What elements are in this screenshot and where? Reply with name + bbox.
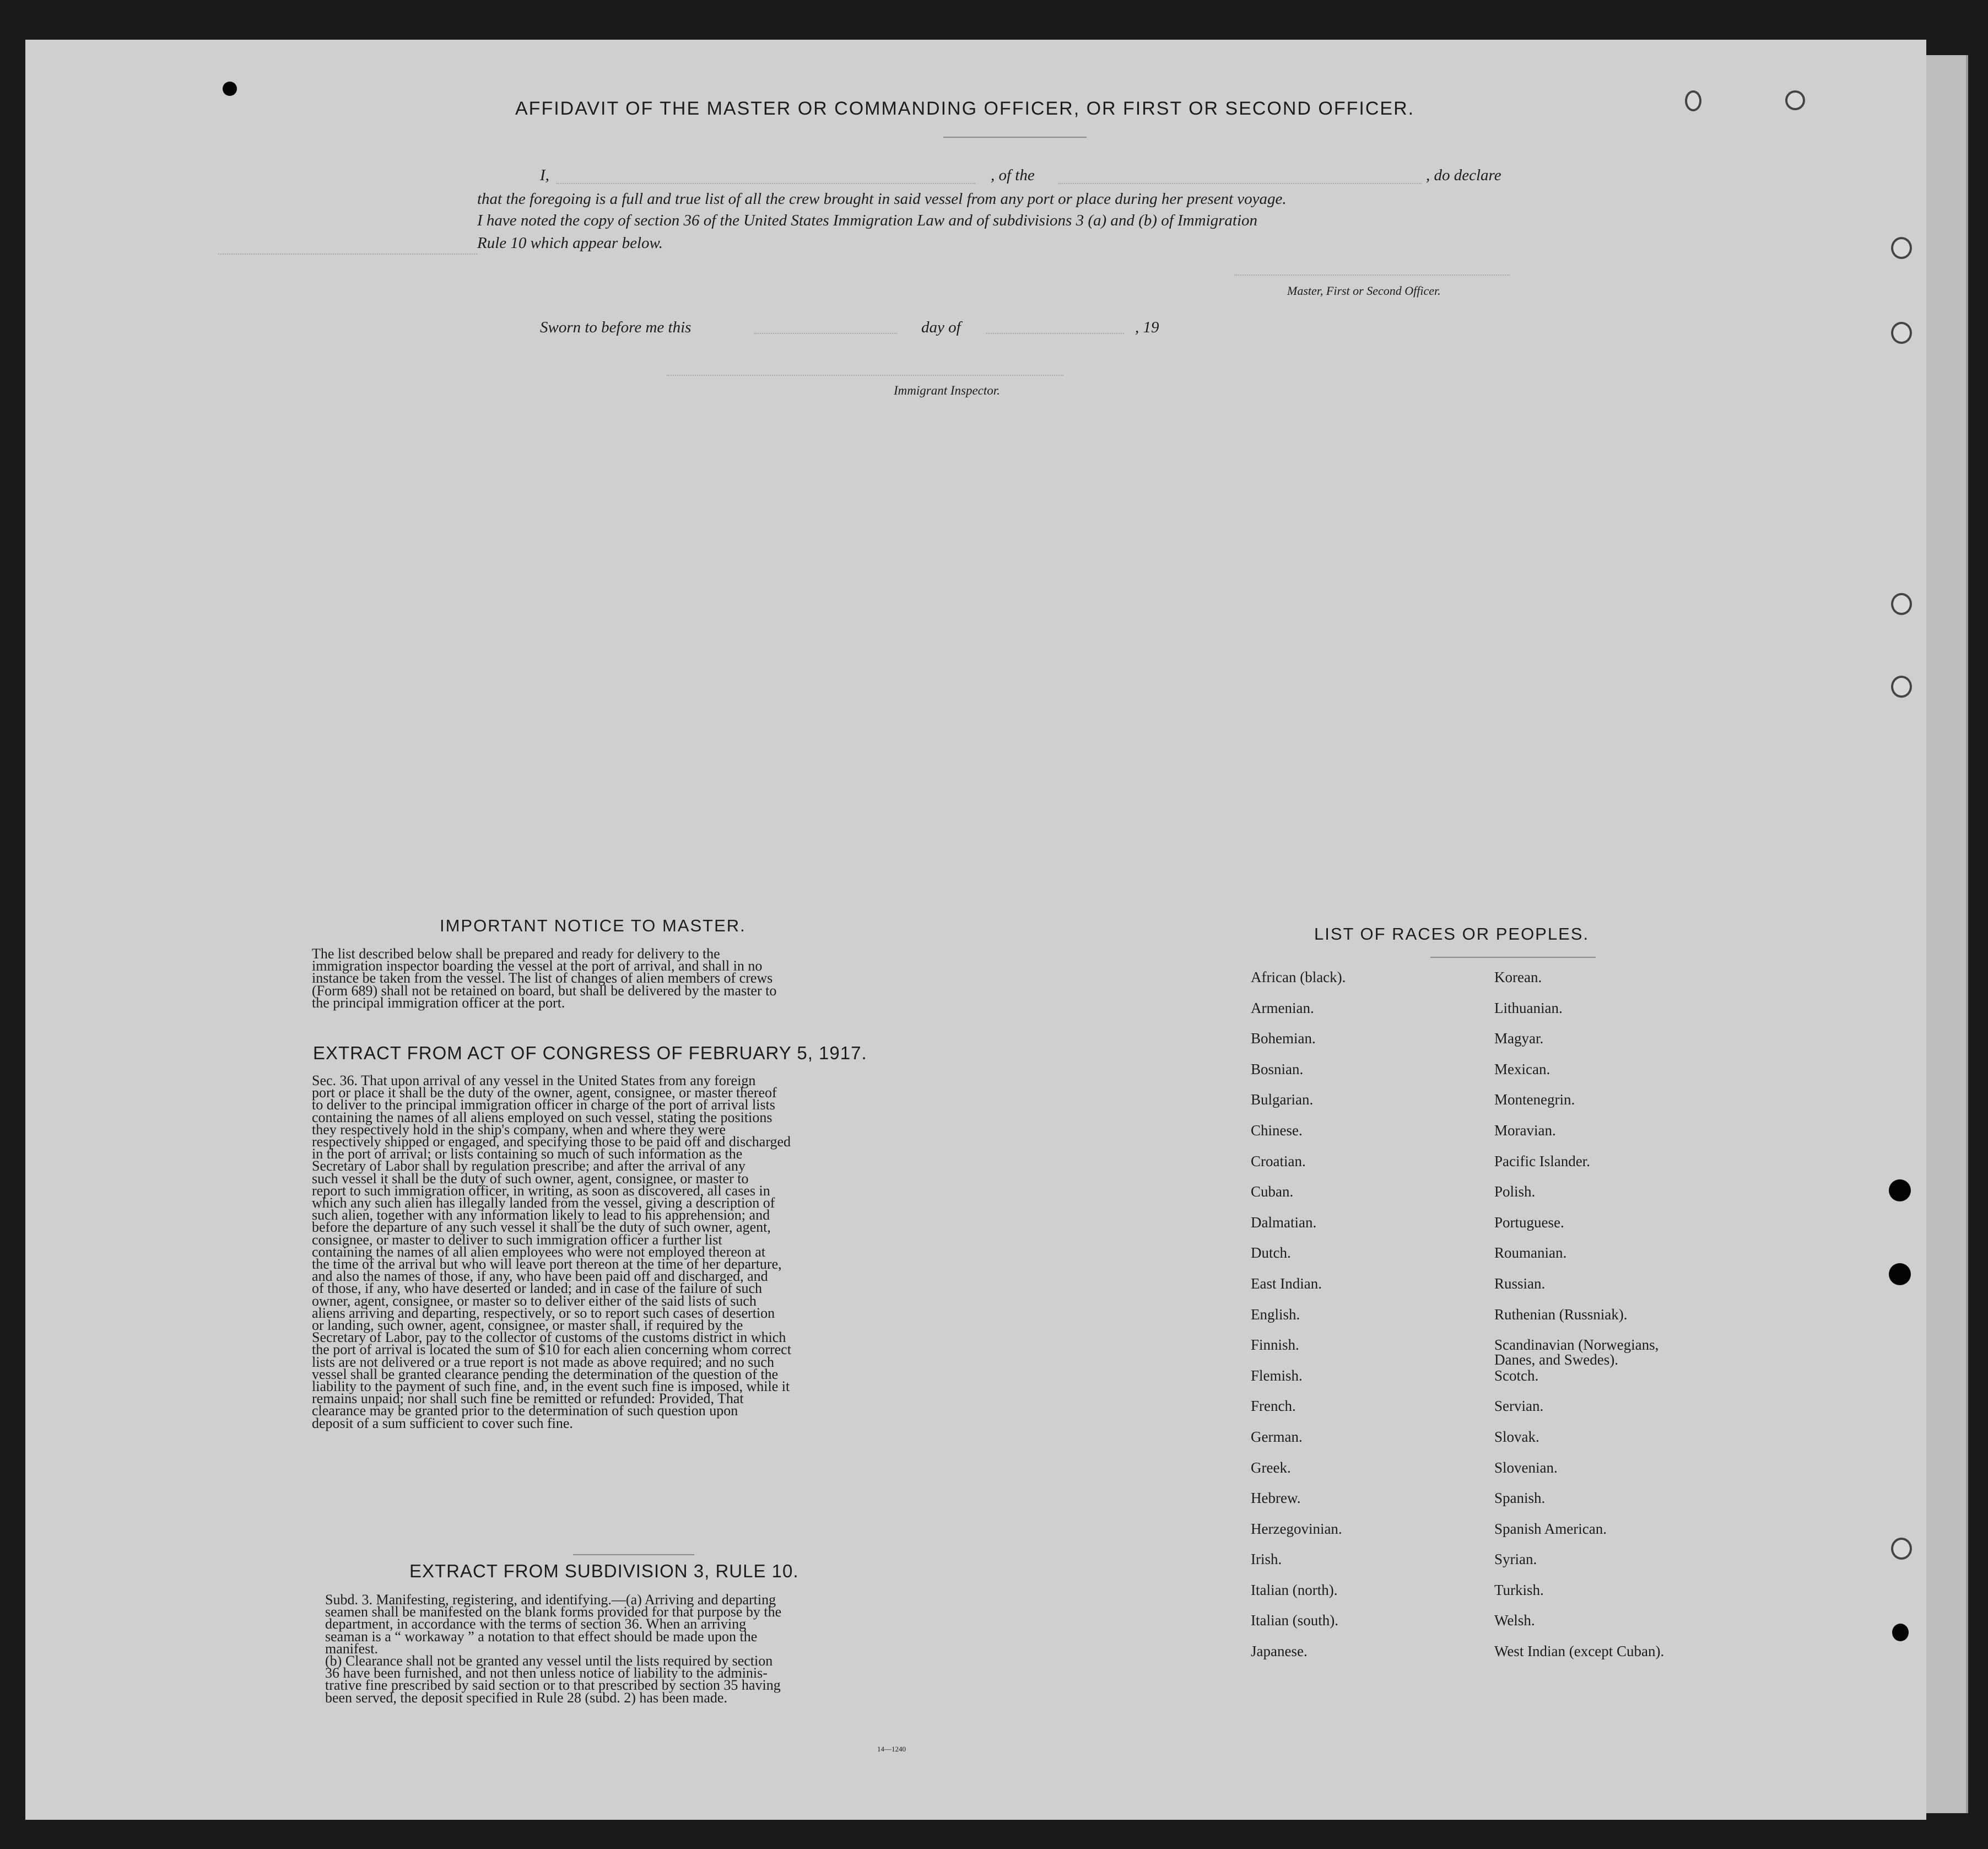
punch-hole (1785, 90, 1805, 110)
punch-hole (1891, 322, 1912, 344)
race-item: Moravian. (1494, 1122, 1556, 1139)
vessel-blank[interactable] (1058, 183, 1422, 184)
race-item: Montenegrin. (1494, 1091, 1575, 1108)
affidavit-line-3: I have noted the copy of section 36 of the United States Immigration Law and of subdivisions 3 (a) and (b) of Immigration (477, 212, 1258, 229)
race-item: Bohemian. (1251, 1030, 1316, 1047)
race-item: Flemish. (1251, 1367, 1303, 1384)
races-title: LIST OF RACES OR PEOPLES. (1314, 924, 1590, 944)
punch-hole (1891, 676, 1912, 698)
year-text: , 19 (1135, 319, 1159, 336)
punch-hole (1891, 1538, 1912, 1560)
race-item: Spanish American. (1494, 1520, 1607, 1537)
race-item: Korean. (1494, 969, 1542, 985)
faint-line (218, 254, 477, 255)
race-item: Japanese. (1251, 1643, 1308, 1660)
month-blank[interactable] (986, 333, 1124, 334)
race-item: Dalmatian. (1251, 1214, 1317, 1231)
punch-hole (1891, 593, 1912, 615)
title-divider (943, 137, 1087, 138)
race-item: Cuban. (1251, 1183, 1294, 1200)
ink-spot (223, 82, 237, 96)
officer-caption: Master, First or Second Officer. (1287, 284, 1441, 298)
race-item: Welsh. (1494, 1612, 1535, 1629)
race-item: Servian. (1494, 1398, 1544, 1415)
punch-hole (1889, 1179, 1911, 1201)
officer-signature-blank[interactable] (1234, 274, 1510, 276)
punch-hole (1892, 1624, 1909, 1641)
race-item: Irish. (1251, 1551, 1282, 1568)
race-item: Herzegovinian. (1251, 1520, 1342, 1537)
race-item: Croatian. (1251, 1152, 1306, 1169)
race-item: East Indian. (1251, 1275, 1322, 1292)
race-item: Polish. (1494, 1183, 1536, 1200)
act-extract-body: Sec. 36. That upon arrival of any vessel in the United States from any foreign port or place it shall be the duty of the owner, agent, consignee, or master thereof to deliver to the principal immigration officer in charge of the port of arrival lists containing the names of all aliens employed on such vessel, stating the positions they respectively hold in the ship's company, when and where they were respectively shipped or engaged, and specifying those to be paid off and discharged in the port of arrival; or lists containing so much of such information as the Secretary of Labor shall by regulation prescribe; and after the arrival of any such vessel it shall be the duty of such owner, agent, consignee, or master to report to such immigration officer, in writing, as soon as discovered, all cases in which any such alien has illegally landed from the vessel, giving a description of such alien, together with any information likely to lead to his apprehension; and before the departure of any such vessel it shall be the duty of such owner, agent, consignee, or master to deliver to such immigration officer a further list containing the names of all alien employees who were not employed thereon at the time of the arrival but who will leave port thereon at the time of her departure, and also the names of those, if any, who have been paid off and discharged, and of those, if any, who have deserted or landed; and in case of the failure of such owner, agent, consignee, or master so to deliver either of the said lists of such aliens arriving and departing, respectively, or so to report such cases of desertion or landing, such owner, agent, consignee, or master shall, if required by the Secretary of Labor, pay to the collector of customs of the customs district in which the port of arrival is located the sum of $10 for each alien concerning whom correct lists are not delivered or a true report is not made as above required; and no such vessel shall be granted clearance pending the determination of the question of the liability to the payment of such fine, and, in the event such fine is imposed, while it remains unpaid; nor shall such fine be remitted or refunded: Provided, That clearance may be granted prior to the determination of such question upon deposit of a sum sufficient to cover such fine. (312, 1072, 791, 1431)
race-item: Armenian. (1251, 999, 1314, 1016)
punch-hole (1685, 90, 1701, 111)
day-blank[interactable] (754, 333, 897, 334)
section-divider (573, 1554, 694, 1555)
race-item: Spanish. (1494, 1490, 1546, 1507)
notice-title: IMPORTANT NOTICE TO MASTER. (440, 916, 746, 935)
punch-hole (1889, 1263, 1911, 1285)
race-item: West Indian (except Cuban). (1494, 1643, 1665, 1660)
form-number: 14—1240 (877, 1745, 906, 1753)
race-item: Italian (north). (1251, 1581, 1338, 1598)
race-item: Finnish. (1251, 1336, 1299, 1354)
race-item: Mexican. (1494, 1060, 1551, 1077)
race-item: Dutch. (1251, 1244, 1291, 1262)
act-extract-title: EXTRACT FROM ACT OF CONGRESS OF FEBRUARY 5, 1917. (313, 1043, 867, 1063)
race-item: African (black). (1251, 969, 1346, 985)
race-item: Slovenian. (1494, 1459, 1558, 1476)
race-item: Slovak. (1494, 1428, 1539, 1445)
race-item: Ruthenian (Russniak). (1494, 1306, 1628, 1323)
affidavit-do-declare: , do declare (1426, 166, 1501, 184)
race-item: Scandinavian (Norwegians, Danes, and Swedes). (1494, 1336, 1659, 1368)
race-item: English. (1251, 1306, 1300, 1323)
day-of-text: day of (921, 319, 961, 336)
inspector-caption: Immigrant Inspector. (894, 384, 1000, 397)
race-item: Hebrew. (1251, 1490, 1301, 1507)
race-item: Bosnian. (1251, 1060, 1304, 1077)
affidavit-of-the: , of the (991, 166, 1035, 184)
affidavit-title: AFFIDAVIT OF THE MASTER OR COMMANDING OFFICER, OR FIRST OR SECOND OFFICER. (515, 98, 1415, 119)
race-item: Portuguese. (1494, 1214, 1564, 1231)
sworn-text: Sworn to before me this (540, 319, 692, 336)
races-divider (1430, 957, 1596, 958)
punch-hole (1891, 237, 1912, 259)
race-item: French. (1251, 1398, 1296, 1415)
page-edge (1926, 55, 1967, 1813)
race-item: Chinese. (1251, 1122, 1303, 1139)
race-item: Bulgarian. (1251, 1091, 1314, 1108)
rule-extract-body: Subd. 3. Manifesting, registering, and identifying.—(a) Arriving and departing seamen shall be manifested on the blank forms provided for that purpose by the department, in accordance with the terms of section 36. When an arriving seaman is a “ workaway ” a notation to that effect should be made upon the manifest. (b) Clearance shall not be granted any vessel until the lists required by section 36 have been furnished, and not then unless notice of liability to the adminis- trative fine prescribed by said section or to that prescribed by section 35 having been served, the deposit specified in Rule 28 (subd. 2) has been made. (325, 1592, 782, 1706)
affidavit-line-4: Rule 10 which appear below. (477, 234, 663, 252)
notice-body: The list described below shall be prepared and ready for delivery to the immigration inspector boarding the vessel at the port of arrival, and shall in no instance be taken from the vessel. The list of changes of alien members of crews (Form 689) shall not be retained on board, but shall be delivered by the master to the principal immigration officer at the port. (312, 946, 777, 1011)
page-edge-line (1966, 55, 1968, 1813)
race-item: Russian. (1494, 1275, 1546, 1292)
race-item: Italian (south). (1251, 1612, 1338, 1629)
race-item: Lithuanian. (1494, 999, 1563, 1016)
races-column-1 (1251, 970, 1504, 1675)
inspector-signature-blank[interactable] (667, 375, 1063, 376)
name-blank[interactable] (557, 183, 975, 184)
race-item: Roumanian. (1494, 1244, 1567, 1262)
affidavit-i: I, (540, 166, 549, 184)
rule-extract-title: EXTRACT FROM SUBDIVISION 3, RULE 10. (409, 1561, 799, 1581)
race-item: Greek. (1251, 1459, 1291, 1476)
race-item: Magyar. (1494, 1030, 1544, 1047)
race-item: Syrian. (1494, 1551, 1537, 1568)
race-item: German. (1251, 1428, 1303, 1445)
race-item: Turkish. (1494, 1581, 1544, 1598)
race-item: Scotch. (1494, 1367, 1539, 1384)
races-column-2 (1494, 970, 1748, 1675)
affidavit-line-2: that the foregoing is a full and true list of all the crew brought in said vessel from any port or place during her present voyage. (477, 190, 1287, 208)
race-item: Pacific Islander. (1494, 1152, 1590, 1169)
